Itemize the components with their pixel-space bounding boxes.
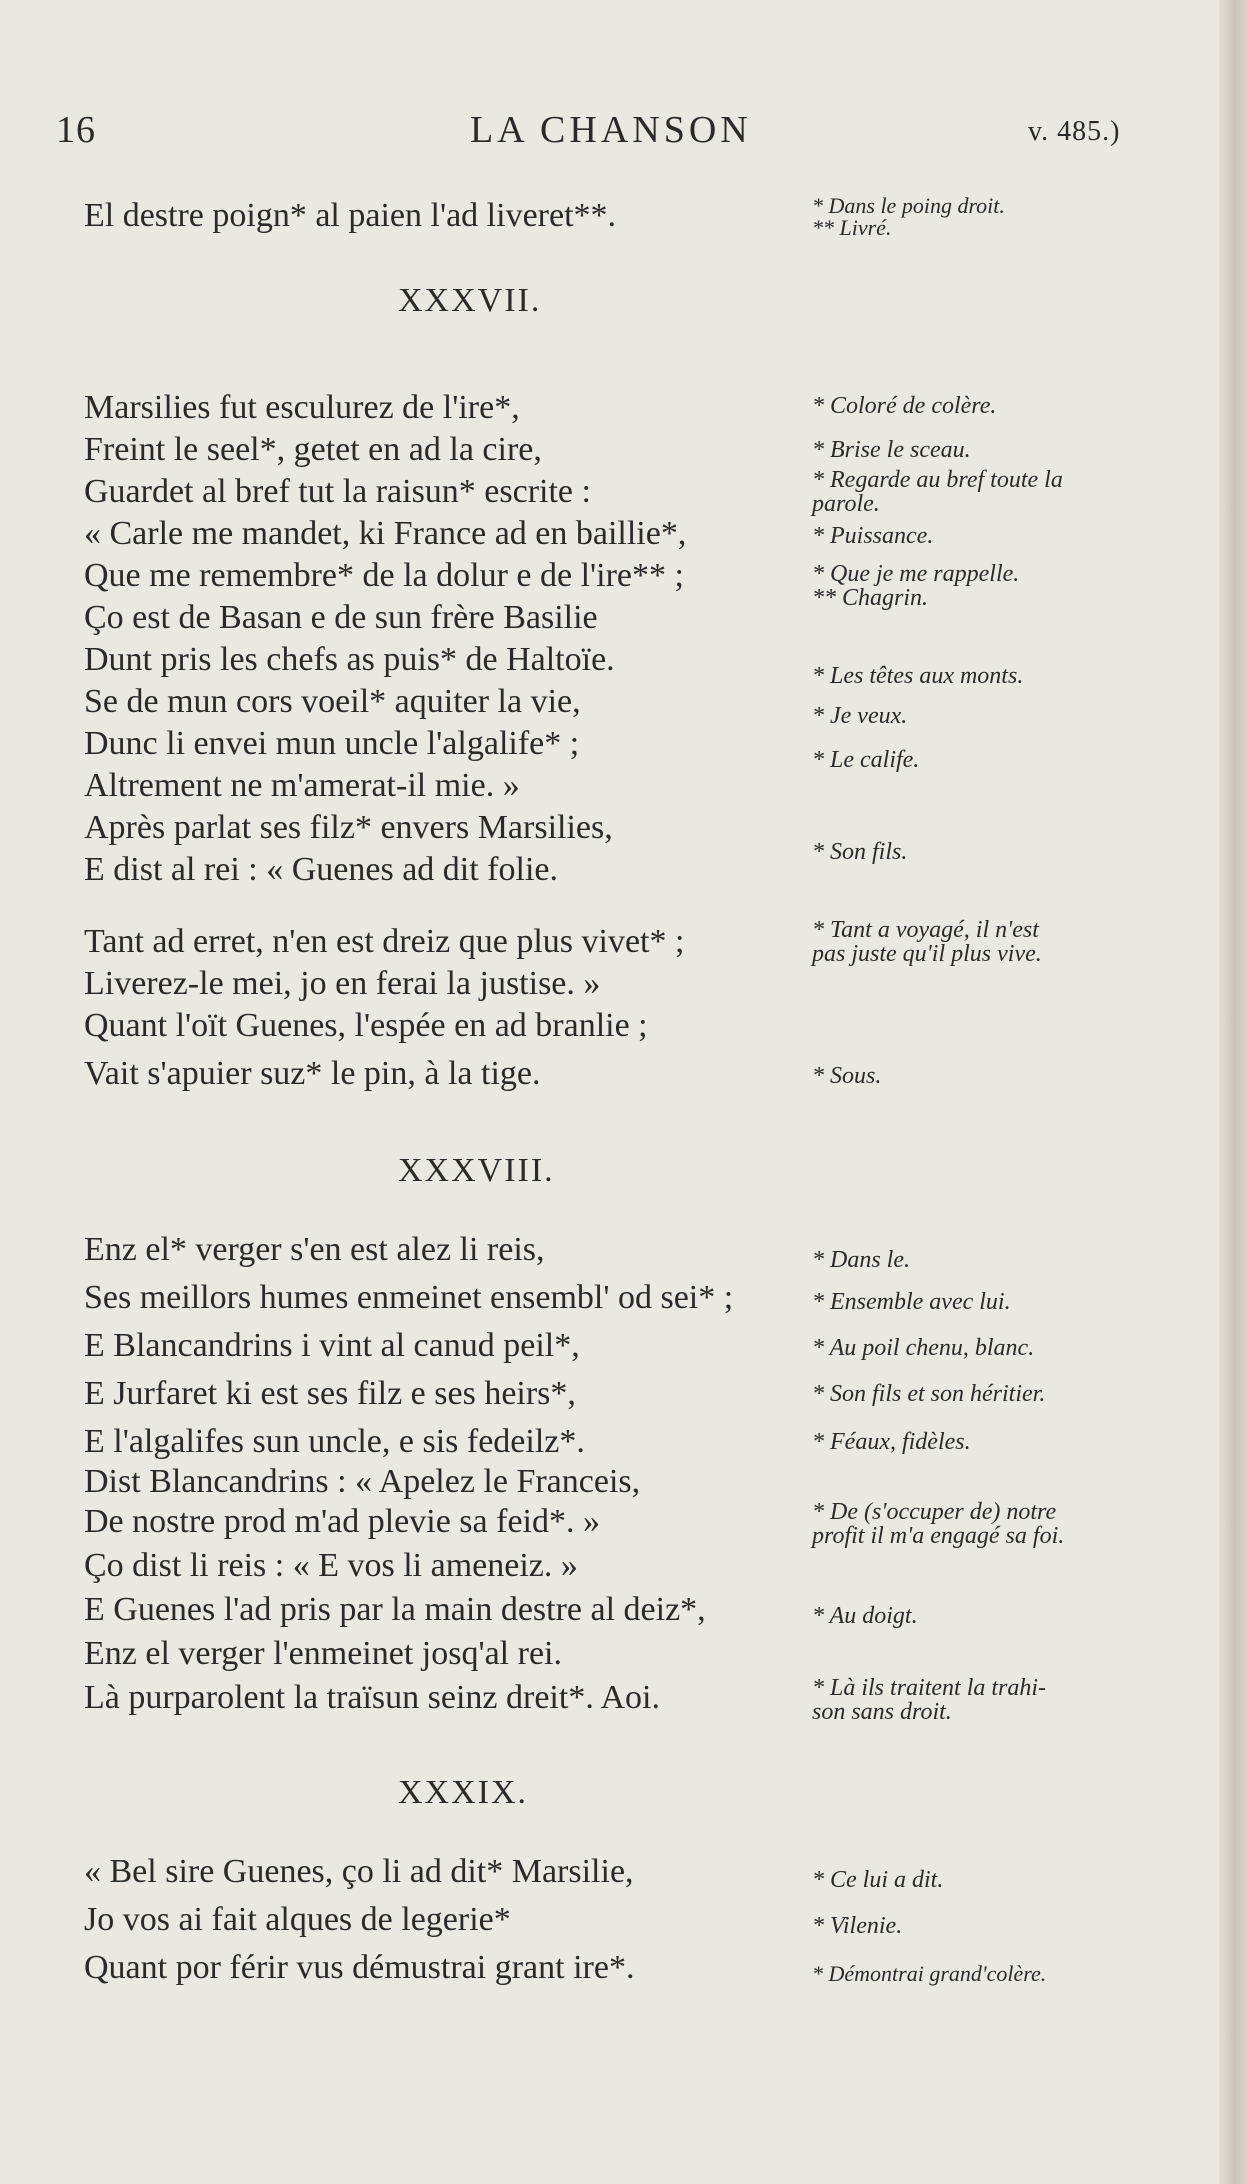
footnote: * Son fils et son héritier. <box>812 1381 1046 1407</box>
footnote: * Son fils. <box>812 839 908 865</box>
verse-line: El destre poign* al paien l'ad liveret**. <box>84 197 617 234</box>
verse-line: Liverez-le mei, jo en ferai la justise. » <box>84 965 601 1002</box>
footnote: * Brise le sceau. <box>812 437 971 463</box>
verse-line: Dunt pris les chefs as puis* de Haltoïe. <box>84 641 615 678</box>
verse-line: Vait s'apuier suz* le pin, à la tige. <box>84 1055 541 1092</box>
footnote: * Ce lui a dit. <box>812 1867 944 1893</box>
footnote: * Démontrai grand'colère. <box>812 1961 1047 1986</box>
verse-line: Jo vos ai fait alques de legerie* <box>84 1901 511 1938</box>
verse-line: Freint le seel*, getet en ad la cire, <box>84 431 542 468</box>
verse-line: E Jurfaret ki est ses filz e ses heirs*, <box>84 1375 576 1412</box>
footnote: * Au doigt. <box>812 1603 918 1629</box>
footnote: * Féaux, fidèles. <box>812 1429 971 1455</box>
verse-line: Se de mun cors voeil* aquiter la vie, <box>84 683 581 720</box>
footnote: * Je veux. <box>812 703 908 729</box>
verse-line: Enz el* verger s'en est alez li reis, <box>84 1231 545 1268</box>
verse-line: Là purparolent la traïsun seinz dreit*. Aoi. <box>84 1679 660 1716</box>
footnote: * Là ils traitent la trahi- son sans droit. <box>812 1675 1047 1725</box>
footnote: * Vilenie. <box>812 1913 903 1939</box>
running-title: LA CHANSON <box>470 109 752 151</box>
verse-line: E l'algalifes sun uncle, e sis fedeilz*. <box>84 1423 585 1460</box>
verse-line: Tant ad erret, n'en est dreiz que plus vivet* ; <box>84 923 685 960</box>
footnote: * Le calife. <box>812 747 920 773</box>
stanza-heading: XXXVIII. <box>398 1152 555 1189</box>
footnote: * Sous. <box>812 1063 882 1089</box>
verse-line: Dunc li envei mun uncle l'algalife* ; <box>84 725 580 762</box>
page-number: 16 <box>56 109 96 151</box>
verse-line: Marsilies fut esculurez de l'ire*, <box>84 389 520 426</box>
verse-line: Guardet al bref tut la raisun* escrite : <box>84 473 591 510</box>
footnote: * Tant a voyagé, il n'est pas juste qu'il plus vive. <box>812 917 1042 967</box>
footnote: * Dans le. <box>812 1247 910 1273</box>
footnote: * Dans le poing droit. ** Livré. <box>812 193 1005 240</box>
verse-line: « Bel sire Guenes, ço li ad dit* Marsilie, <box>84 1853 634 1890</box>
footnote: * Regarde au bref toute la parole. <box>812 467 1063 517</box>
verse-line: Altrement ne m'amerat-il mie. » <box>84 767 520 804</box>
verse-reference: v. 485.) <box>1028 116 1121 147</box>
verse-line: Quant l'oït Guenes, l'espée en ad branlie ; <box>84 1007 648 1044</box>
verse-line: Ço est de Basan e de sun frère Basilie <box>84 599 598 636</box>
verse-line: Ço dist li reis : « E vos li ameneiz. » <box>84 1547 578 1584</box>
footnote: * Coloré de colère. <box>812 393 997 419</box>
verse-line: E Guenes l'ad pris par la main destre al deiz*, <box>84 1591 706 1628</box>
verse-line: E Blancandrins i vint al canud peil*, <box>84 1327 580 1364</box>
page-header <box>0 108 1247 168</box>
stanza-heading: XXXIX. <box>398 1774 529 1811</box>
footnote: * Puissance. <box>812 523 934 549</box>
verse-line: Après parlat ses filz* envers Marsilies, <box>84 809 613 846</box>
footnote: * De (s'occuper de) notre profit il m'a engagé sa foi. <box>812 1499 1065 1549</box>
verse-line: Dist Blancandrins : « Apelez le Franceis, <box>84 1463 641 1500</box>
verse-line: De nostre prod m'ad plevie sa feid*. » <box>84 1503 600 1540</box>
footnote: * Que je me rappelle. ** Chagrin. <box>812 561 1020 611</box>
verse-line: Quant por férir vus démustrai grant ire*. <box>84 1949 635 1986</box>
verse-line: Enz el verger l'enmeinet josq'al rei. <box>84 1635 562 1672</box>
footnote: * Les têtes aux monts. <box>812 663 1024 689</box>
footnote: * Au poil chenu, blanc. <box>812 1335 1035 1361</box>
page-edge-shadow <box>1219 0 1247 2184</box>
stanza-heading: XXXVII. <box>398 282 542 319</box>
verse-line: E dist al rei : « Guenes ad dit folie. <box>84 851 558 888</box>
footnote: * Ensemble avec lui. <box>812 1289 1011 1315</box>
verse-line: Que me remembre* de la dolur e de l'ire** ; <box>84 557 684 594</box>
verse-line: « Carle me mandet, ki France ad en baillie*, <box>84 515 687 552</box>
verse-line: Ses meillors humes enmeinet ensembl' od sei* ; <box>84 1279 734 1316</box>
